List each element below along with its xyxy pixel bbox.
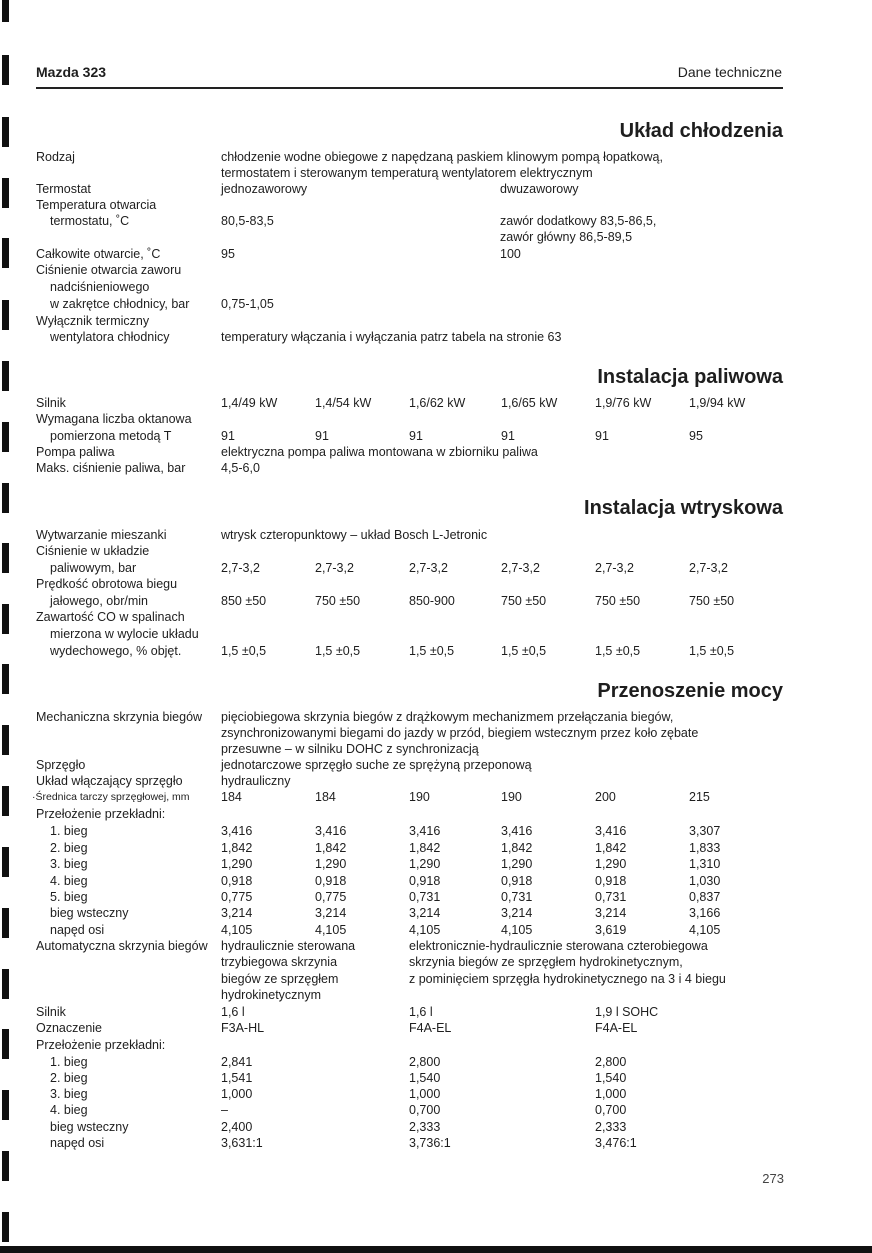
row-value: jednozaworowy [221, 182, 308, 196]
row-value: elektronicznie-hydraulicznie sterowana czterobiegowa [409, 939, 708, 953]
table-row [0, 296, 872, 312]
cell: 1,4/49 kW [221, 396, 278, 410]
row-label: Ciśnienie otwarcia zaworu [36, 263, 182, 277]
cell: 2,7-3,2 [595, 561, 634, 575]
cell: 2,7-3,2 [315, 561, 354, 575]
row-label: Sprzęgło [36, 758, 86, 772]
cell: 200 [595, 790, 616, 804]
row-label: jałowego, obr/min [50, 594, 148, 608]
row-value: chłodzenie wodne obiegowe z napędzaną paskiem klinowym pompą łopatkową, [221, 150, 663, 164]
gear-label: 3. bieg [50, 1087, 88, 1101]
cell: 3,619 [595, 923, 627, 937]
row-value: 4,5-6,0 [221, 461, 260, 475]
bottom-edge-bar [0, 1246, 872, 1253]
cell: 1,290 [221, 857, 253, 871]
table-row [0, 181, 872, 197]
gear-label: 3. bieg [50, 857, 88, 871]
gear-label: 5. bieg [50, 890, 88, 904]
row-label: Układ włączający sprzęgło [36, 774, 183, 788]
cell: 4,105 [221, 923, 253, 937]
row-value: 100 [500, 247, 521, 261]
row-value: zawór główny 86,5-89,5 [500, 230, 633, 244]
table-row [0, 593, 872, 609]
cell: 2,333 [595, 1120, 627, 1134]
cell: 1,9/94 kW [689, 396, 746, 410]
cell: 3,214 [315, 906, 347, 920]
row-label: Silnik [36, 396, 66, 410]
row-label: Mechaniczna skrzynia biegów [36, 710, 203, 724]
section-title-injection: Instalacja wtryskowa [584, 497, 783, 519]
table-row [0, 922, 872, 938]
table-row [0, 1020, 872, 1036]
table-row [0, 213, 872, 229]
row-label: w zakrętce chłodnicy, bar [50, 297, 190, 311]
cell: 190 [409, 790, 430, 804]
table-row [0, 609, 872, 625]
cell: 91 [501, 429, 515, 443]
table-row [0, 954, 872, 970]
cell: 0,837 [689, 890, 721, 904]
row-label: Termostat [36, 182, 91, 196]
row-value: 95 [221, 247, 235, 261]
cell: 850-900 [409, 594, 455, 608]
cell: 184 [315, 790, 336, 804]
cell: 1,000 [409, 1087, 441, 1101]
table-row [0, 1119, 872, 1135]
cell: 0,918 [315, 874, 347, 888]
cell: 3,214 [595, 906, 627, 920]
table-row [0, 873, 872, 889]
cell: 0,775 [221, 890, 253, 904]
table-row [0, 725, 872, 741]
row-label: Oznaczenie [36, 1021, 103, 1035]
table-row [0, 1004, 872, 1020]
table-row [0, 840, 872, 856]
cell: 750 ±50 [595, 594, 641, 608]
row-value: jednotarczowe sprzęgło suche ze sprężyną przeponową [221, 758, 532, 772]
row-value: z pominięciem sprzęgła hydrokinetycznego na 3 i 4 biegu [409, 972, 726, 986]
cell: 1,9/76 kW [595, 396, 652, 410]
table-row [0, 823, 872, 839]
binder-mark [2, 361, 9, 391]
table-row [0, 460, 872, 476]
cell: 0,700 [409, 1103, 441, 1117]
row-label: Przełożenie przekładni: [36, 1038, 166, 1052]
cell: 190 [501, 790, 522, 804]
table-row [0, 626, 872, 642]
cell: 184 [221, 790, 242, 804]
row-value: trzybiegowa skrzynia [221, 955, 338, 969]
row-label: Pompa paliwa [36, 445, 115, 459]
cell: 2,7-3,2 [409, 561, 448, 575]
row-value: hydrokinetycznym [221, 988, 322, 1002]
table-row [0, 741, 872, 757]
table-row [0, 1037, 872, 1053]
row-label: mierzona w wylocie układu [50, 627, 199, 641]
cell: 2,7-3,2 [221, 561, 260, 575]
cell: 2,800 [595, 1055, 627, 1069]
gear-label: 4. bieg [50, 874, 88, 888]
cell: 1,6 l [409, 1005, 433, 1019]
cell: 0,918 [501, 874, 533, 888]
cell: 0,731 [595, 890, 627, 904]
cell: 3,416 [595, 824, 627, 838]
table-row [0, 197, 872, 213]
row-label: termostatu, ˚C [50, 214, 130, 228]
table-row [0, 1102, 872, 1118]
cell: 3,307 [689, 824, 721, 838]
cell: 1,000 [595, 1087, 627, 1101]
cell: 1,6 l [221, 1005, 245, 1019]
cell: 1,290 [595, 857, 627, 871]
row-label: Maks. ciśnienie paliwa, bar [36, 461, 186, 475]
cell: 850 ±50 [221, 594, 267, 608]
binder-mark [2, 664, 9, 694]
table-row [0, 149, 872, 165]
cell: 750 ±50 [501, 594, 547, 608]
row-value: zsynchronizowanymi biegami do jazdy w przód, biegiem wstecznym przez koło zębate [221, 726, 699, 740]
cell: 3,736:1 [409, 1136, 451, 1150]
row-value: 80,5-83,5 [221, 214, 274, 228]
gear-label: napęd osi [50, 1136, 105, 1150]
cell: 3,214 [409, 906, 441, 920]
table-row [0, 527, 872, 543]
row-label: Wymagana liczba oktanowa [36, 412, 192, 426]
cell: 1,833 [689, 841, 721, 855]
cell: 3,476:1 [595, 1136, 637, 1150]
row-label: Automatyczna skrzynia biegów [36, 939, 208, 953]
cell: 91 [221, 429, 235, 443]
table-row [0, 1086, 872, 1102]
binder-mark [2, 117, 9, 147]
row-value: dwuzaworowy [500, 182, 579, 196]
cell: 1,030 [689, 874, 721, 888]
cell: 1,290 [409, 857, 441, 871]
cell: 0,918 [221, 874, 253, 888]
cell: 4,105 [501, 923, 533, 937]
row-label: Całkowite otwarcie, ˚C [36, 247, 161, 261]
row-value: termostatem i sterowanym temperaturą wentylatorem elektrycznym [221, 166, 593, 180]
row-value: temperatury włączania i wyłączania patrz tabela na stronie 63 [221, 330, 562, 344]
table-row [0, 806, 872, 822]
cell: – [221, 1103, 228, 1117]
row-value: hydraulicznie sterowana [221, 939, 356, 953]
row-label: Przełożenie przekładni: [36, 807, 166, 821]
table-row [0, 987, 872, 1003]
cell: 1,842 [221, 841, 253, 855]
row-label: Prędkość obrotowa biegu [36, 577, 178, 591]
cell: 1,5 ±0,5 [221, 644, 267, 658]
table-row [0, 411, 872, 427]
cell: 2,400 [221, 1120, 253, 1134]
page-number: 273 [762, 1171, 784, 1186]
table-row [0, 560, 872, 576]
table-row [0, 643, 872, 659]
cell: 1,5 ±0,5 [501, 644, 547, 658]
table-row [0, 279, 872, 295]
header-rule [36, 87, 783, 89]
cell: 2,7-3,2 [501, 561, 540, 575]
section-title-transmission: Przenoszenie mocy [597, 680, 783, 702]
cell: 1,5 ±0,5 [595, 644, 641, 658]
cell: 91 [409, 429, 423, 443]
row-label: paliwowym, bar [50, 561, 137, 575]
cell: 2,7-3,2 [689, 561, 728, 575]
table-row [0, 789, 872, 805]
cell: 91 [595, 429, 609, 443]
binder-mark [2, 1151, 9, 1181]
row-value: elektryczna pompa paliwa montowana w zbiorniku paliwa [221, 445, 538, 459]
gear-label: bieg wsteczny [50, 1120, 129, 1134]
cell: 0,918 [409, 874, 441, 888]
table-row [0, 856, 872, 872]
table-row [0, 543, 872, 559]
table-row [0, 905, 872, 921]
cell: 4,105 [315, 923, 347, 937]
cell: 2,800 [409, 1055, 441, 1069]
cell: 0,731 [409, 890, 441, 904]
gear-label: 2. bieg [50, 1071, 88, 1085]
cell: 750 ±50 [315, 594, 361, 608]
gear-label: 4. bieg [50, 1103, 88, 1117]
cell: 1,541 [221, 1071, 253, 1085]
cell: 3,166 [689, 906, 721, 920]
cell: 3,416 [221, 824, 253, 838]
row-value: hydrauliczny [221, 774, 291, 788]
row-label: Zawartość CO w spalinach [36, 610, 185, 624]
cell: 1,540 [595, 1071, 627, 1085]
binder-mark [2, 483, 9, 513]
gear-label: 1. bieg [50, 824, 88, 838]
row-label: Rodzaj [36, 150, 75, 164]
cell: 4,105 [689, 923, 721, 937]
cell: 1,842 [409, 841, 441, 855]
gear-label: 1. bieg [50, 1055, 88, 1069]
row-label: wydechowego, % objęt. [50, 644, 182, 658]
cell: 0,700 [595, 1103, 627, 1117]
section-title-fuel: Instalacja paliwowa [597, 366, 783, 388]
row-label: Wyłącznik termiczny [36, 314, 150, 328]
row-value: przesuwne – w silniku DOHC z synchronizacją [221, 742, 479, 756]
cell: 1,842 [315, 841, 347, 855]
table-row [0, 329, 872, 345]
table-row [0, 1135, 872, 1151]
cell: F3A-HL [221, 1021, 265, 1035]
table-row [0, 1054, 872, 1070]
cell: 1,842 [595, 841, 627, 855]
cell: 1,540 [409, 1071, 441, 1085]
cell: 0,775 [315, 890, 347, 904]
cell: 1,4/54 kW [315, 396, 372, 410]
table-row [0, 444, 872, 460]
cell: 95 [689, 429, 703, 443]
header-section: Dane techniczne [677, 64, 782, 80]
cell: 1,5 ±0,5 [409, 644, 455, 658]
cell: F4A-EL [409, 1021, 452, 1035]
table-row [0, 313, 872, 329]
gear-label: napęd osi [50, 923, 105, 937]
row-value: zawór dodatkowy 83,5-86,5, [500, 214, 657, 228]
cell: 1,290 [315, 857, 347, 871]
row-label: Wytwarzanie mieszanki [36, 528, 167, 542]
cell: 1,5 ±0,5 [315, 644, 361, 658]
binder-mark [2, 55, 9, 85]
cell: 0,918 [595, 874, 627, 888]
table-row [0, 395, 872, 411]
gear-label: bieg wsteczny [50, 906, 129, 920]
table-row [0, 971, 872, 987]
row-value: pięciobiegowa skrzynia biegów z drążkowym mechanizmem przełączania biegów, [221, 710, 674, 724]
cell: 1,6/62 kW [409, 396, 466, 410]
row-label: Ciśnienie w układzie [36, 544, 150, 558]
cell: 1,5 ±0,5 [689, 644, 735, 658]
cell: 1,9 l SOHC [595, 1005, 659, 1019]
binder-mark [2, 0, 9, 22]
cell: 1,6/65 kW [501, 396, 558, 410]
row-label: pomierzona metodą T [50, 429, 172, 443]
cell: 3,416 [315, 824, 347, 838]
row-label: nadciśnieniowego [50, 280, 150, 294]
cell: 1,310 [689, 857, 721, 871]
cell: 2,333 [409, 1120, 441, 1134]
table-row [0, 1070, 872, 1086]
binder-mark [2, 1212, 9, 1242]
table-row [0, 428, 872, 444]
table-row [0, 246, 872, 262]
row-value: 0,75-1,05 [221, 297, 274, 311]
cell: 750 ±50 [689, 594, 735, 608]
table-row [0, 262, 872, 278]
table-row [0, 757, 872, 773]
table-row [0, 709, 872, 725]
table-row [0, 229, 872, 245]
gear-label: 2. bieg [50, 841, 88, 855]
cell: F4A-EL [595, 1021, 638, 1035]
row-label: ·Średnica tarczy sprzęgłowej, mm [32, 791, 190, 803]
row-value: biegów ze sprzęgłem [221, 972, 339, 986]
cell: 1,842 [501, 841, 533, 855]
row-label: Silnik [36, 1005, 66, 1019]
cell: 3,416 [501, 824, 533, 838]
cell: 3,416 [409, 824, 441, 838]
header-model: Mazda 323 [36, 64, 107, 80]
table-row [0, 773, 872, 789]
cell: 0,731 [501, 890, 533, 904]
table-row [0, 165, 872, 181]
cell: 4,105 [409, 923, 441, 937]
cell: 1,000 [221, 1087, 253, 1101]
row-label: wentylatora chłodnicy [50, 330, 170, 344]
cell: 215 [689, 790, 710, 804]
table-row [0, 576, 872, 592]
row-value: wtrysk czteropunktowy – układ Bosch L-Jetronic [221, 528, 488, 542]
cell: 1,290 [501, 857, 533, 871]
row-label: Temperatura otwarcia [36, 198, 157, 212]
table-row [0, 938, 872, 954]
cell: 3,214 [501, 906, 533, 920]
table-row [0, 889, 872, 905]
cell: 3,631:1 [221, 1136, 263, 1150]
cell: 2,841 [221, 1055, 253, 1069]
cell: 3,214 [221, 906, 253, 920]
cell: 91 [315, 429, 329, 443]
section-title-cooling: Układ chłodzenia [619, 120, 783, 142]
row-value: skrzynia biegów ze sprzęgłem hydrokinetycznym, [409, 955, 683, 969]
